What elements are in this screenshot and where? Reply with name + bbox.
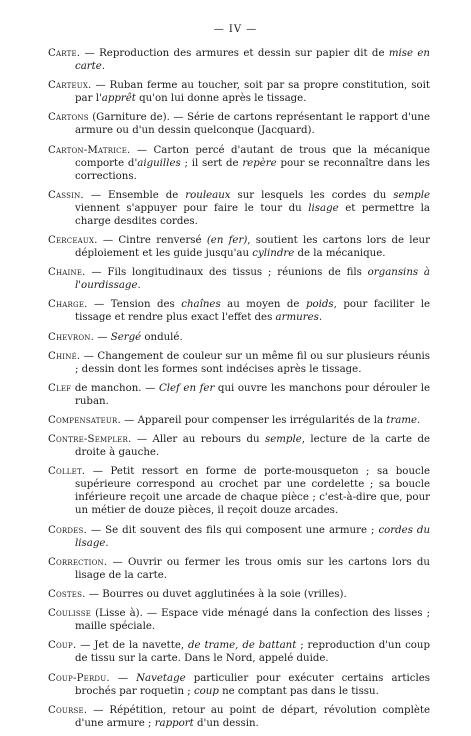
definition-text: qui ouvre les manchons pour dérouler le ruban. xyxy=(75,382,430,407)
definition-text: ; reproduction d'un coup de tissu sur la carte. Dans le Nord, appelé duide. xyxy=(75,640,431,665)
glossary-entry xyxy=(48,607,430,633)
italic-term: Navetage xyxy=(136,672,186,684)
glossary-entry xyxy=(48,433,430,459)
italic-term: repère xyxy=(242,157,277,169)
definition-text: pour se reconnaître dans les corrections. xyxy=(75,157,430,182)
definition-text: de manchon. — xyxy=(71,382,159,394)
definition-text: — Petit ressort en forme de porte-mousqueton ; sa boucle supérieure correspond au crochet par une cordelette ; sa boucle inférieure reçoit une arcade de chaque pièce ; c'est-à-dire que, pour un métier de douze pièces, il reçoit douze arcades. xyxy=(75,466,430,517)
italic-term: de trame, de battant xyxy=(188,640,297,652)
definition-text: — Jet de la navette, xyxy=(76,640,188,652)
headword: Chaine. xyxy=(48,267,86,279)
glossary-entry xyxy=(48,79,430,105)
glossary-entry xyxy=(48,189,430,228)
definition-text: (Garniture de). — Série de cartons représentant le rapport d'une armure ou d'un dessin quelconque (Jacquard). xyxy=(75,112,430,137)
headword: Chiné. xyxy=(48,350,81,362)
definition-text: — Répétition, retour au point de départ, révolution complète d'une armure ; xyxy=(75,704,430,729)
definition-text: (Lisse à). — Espace vide ménagé dans la confection des lisses ; maille spéciale. xyxy=(75,608,430,633)
headword: Costes. xyxy=(48,589,86,600)
definition-text: — Aller au rebours du xyxy=(131,434,265,446)
headword: Contre-Sempler. xyxy=(48,434,132,446)
definition-text: sur lesquels les cordes du xyxy=(230,189,394,201)
headword: Carton-Matrice. xyxy=(48,144,131,156)
definition-text: ; il sert de xyxy=(180,157,243,169)
definition-text: qu'on lui donne après le tissage. xyxy=(135,93,307,105)
definition-text: particulier pour exécuter certains articles brochés par roquetin ; xyxy=(75,672,430,697)
headword: Collet. xyxy=(48,466,86,478)
definition-text: — Se dit souvent des fils qui composent une armure ; xyxy=(86,524,379,536)
definition-text: . xyxy=(137,280,141,292)
italic-term: coup xyxy=(193,685,219,697)
headword: Cerceaux. xyxy=(48,234,98,246)
definition-text: — Ensemble de xyxy=(83,189,186,201)
headword: Carteux. xyxy=(48,80,92,92)
glossary-entry xyxy=(48,234,430,260)
glossary-entry xyxy=(48,556,430,582)
glossary-entry xyxy=(48,382,430,408)
definition-text: — xyxy=(109,672,137,684)
italic-term: poids xyxy=(305,299,334,311)
definition-text: . xyxy=(105,537,109,549)
definition-text: , lecture de la carte de droite à gauche. xyxy=(75,434,430,459)
headword: Chevron. xyxy=(48,331,95,343)
glossary-entry xyxy=(48,331,430,344)
glossary-entry xyxy=(48,465,430,517)
definition-text: — Carton percé d'autant de trous que la mécanique comporte d' xyxy=(75,144,430,169)
italic-term: rouleaux xyxy=(185,189,231,201)
glossary-entry xyxy=(48,704,430,730)
definition-text: — Cintre renversé xyxy=(97,234,207,246)
definition-text: viennent s'appuyer pour faire le tour du xyxy=(75,202,309,214)
definition-text: — Tension des xyxy=(87,299,182,311)
definition-text: ne comptant pas dans le tissu. xyxy=(218,685,379,697)
glossary-entry xyxy=(48,414,430,427)
headword: Correction. xyxy=(48,556,108,568)
definition-text: ondulé. xyxy=(141,331,183,343)
italic-term: aiguilles xyxy=(137,157,181,169)
glossary-entry xyxy=(48,298,430,324)
headword: Coup-Perdu. xyxy=(48,672,110,684)
headword: Cassin. xyxy=(48,189,84,201)
headword: Charge. xyxy=(48,299,88,311)
glossary-entry xyxy=(48,266,430,292)
definition-text: . xyxy=(417,415,421,427)
definition-text: — Ruban ferme au toucher, soit par sa propre constitution, soit par l' xyxy=(75,80,430,105)
headword: Cordes. xyxy=(48,524,87,536)
headword: Coulisse xyxy=(48,608,92,620)
definition-text: de la mécanique. xyxy=(294,247,386,259)
definition-text: d'un dessin. xyxy=(193,717,259,729)
italic-term: cylindre xyxy=(252,247,295,259)
italic-term: semple xyxy=(265,434,302,446)
definition-text: au moyen de xyxy=(220,299,306,311)
page-folio: — IV — xyxy=(213,24,258,35)
italic-term: apprêt xyxy=(101,93,136,105)
italic-term: lisage xyxy=(308,202,339,214)
headword: Clef xyxy=(48,382,72,394)
italic-term: organsins à l'ourdissage xyxy=(75,267,430,292)
definition-text: . xyxy=(101,61,106,72)
definition-text: et permettre la charge desdites cordes. xyxy=(75,202,430,227)
glossary-entry xyxy=(48,144,430,183)
headword: Course. xyxy=(48,704,88,716)
definition-text: , pour faciliter le tissage et rendre plus exact l'effet des xyxy=(75,299,430,324)
glossary-entry xyxy=(48,47,430,73)
definition-text: — Reproduction des armures et dessin sur papier dit de xyxy=(80,48,389,59)
glossary-entry xyxy=(48,588,430,601)
headword: Compensateur. xyxy=(48,415,121,427)
italic-term: mise en carte xyxy=(75,48,430,72)
italic-term: armures xyxy=(275,312,319,324)
definition-text: . xyxy=(318,312,323,324)
definition-text: — Ouvrir ou fermer les trous omis sur les cartons lors du lisage de la carte. xyxy=(75,556,430,581)
glossary-entries xyxy=(48,47,430,736)
definition-text: — Changement de couleur sur un même fil ou sur plusieurs réunis ; dessin dont les formes sont indécises après le tissage. xyxy=(75,350,430,375)
headword: Cartons xyxy=(48,112,89,124)
headword: Coup. xyxy=(48,640,77,652)
definition-text: — Bourres ou duvet agglutinées à la soie (vrilles). xyxy=(85,589,347,600)
glossary-entry xyxy=(48,111,430,137)
definition-text: , soutient les cartons lors de leur déploiement et les guide jusqu'au xyxy=(75,234,430,259)
definition-text: — xyxy=(94,331,111,343)
glossary-entry xyxy=(48,350,430,376)
headword: Carte. xyxy=(48,48,81,59)
italic-term: chaînes xyxy=(181,299,221,311)
italic-term: trame xyxy=(386,415,418,427)
italic-term: Sergé xyxy=(110,331,142,343)
italic-term: (en fer) xyxy=(206,234,248,246)
italic-term: rapport xyxy=(154,717,194,729)
italic-term: cordes du lisage xyxy=(75,524,431,549)
italic-term: Clef en fer xyxy=(158,382,215,394)
definition-text: — Appareil pour compenser les irrégularités de la xyxy=(120,415,387,427)
glossary-entry xyxy=(48,639,430,665)
definition-text: — Fils longitudinaux des tissus ; réunions de fils xyxy=(85,267,368,279)
glossary-entry xyxy=(48,672,430,698)
italic-term: semple xyxy=(393,189,430,201)
glossary-entry xyxy=(48,524,430,550)
